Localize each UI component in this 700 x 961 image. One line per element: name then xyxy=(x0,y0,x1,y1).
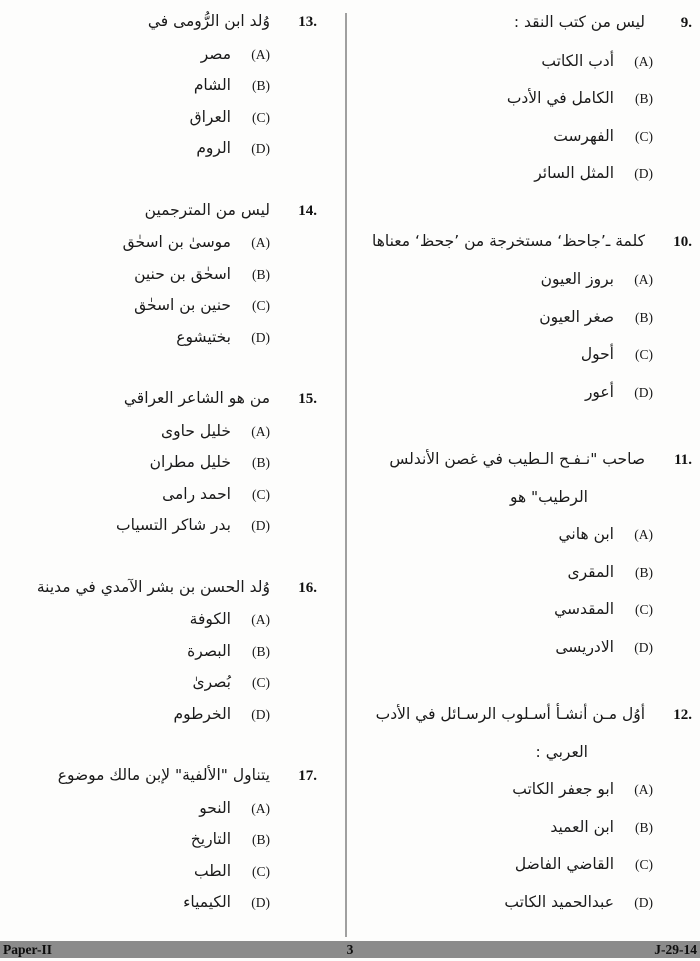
option-letter: (D) xyxy=(251,895,270,910)
question-number: 14. xyxy=(298,202,317,219)
column-questions-9-12 xyxy=(346,0,700,941)
option-text: أعور xyxy=(584,382,614,401)
option-letter: (A) xyxy=(251,612,270,627)
option-text: ابو جعفر الكاتب xyxy=(512,780,614,798)
question-block xyxy=(8,6,317,165)
option-row xyxy=(8,133,270,165)
options-list xyxy=(358,771,692,921)
option-letter: (C) xyxy=(252,109,270,125)
question-text xyxy=(8,195,270,227)
option-row xyxy=(8,887,270,919)
option-letter: (B) xyxy=(635,819,653,835)
option-letter: (A) xyxy=(634,527,653,542)
option-row xyxy=(8,102,270,134)
option-row xyxy=(8,416,270,448)
column-questions-13-17 xyxy=(0,0,346,941)
option-letter: (C) xyxy=(635,602,653,617)
option-row xyxy=(8,447,270,479)
question-text xyxy=(358,223,645,261)
option-text: خليل حاوى xyxy=(161,421,231,440)
option-row xyxy=(8,667,270,699)
option-text: احمد رامى xyxy=(162,484,231,503)
option-row xyxy=(8,824,270,856)
option-letter: (D) xyxy=(634,384,653,400)
option-row xyxy=(8,259,270,291)
question-block xyxy=(358,441,692,666)
question-line: الرطيب" هو xyxy=(509,487,588,506)
question-block xyxy=(358,223,692,412)
option-row xyxy=(8,856,270,888)
option-text: المثل السائر xyxy=(534,164,614,182)
option-letter: (D) xyxy=(634,894,653,910)
option-letter: (B) xyxy=(252,78,270,93)
option-text: اسحٰق بن حنين xyxy=(134,264,231,283)
option-text: بُصرىٰ xyxy=(192,673,231,691)
option-text: النحو xyxy=(199,798,231,817)
question-line: ليس من كتب النقد : xyxy=(513,13,645,31)
option-letter: (A) xyxy=(251,800,270,816)
question-header xyxy=(8,195,317,228)
option-text: الكامل في الأدب xyxy=(506,89,614,107)
option-row xyxy=(8,699,270,731)
option-row xyxy=(358,43,653,81)
question-number: 11. xyxy=(674,452,692,468)
option-row xyxy=(8,70,270,102)
option-row xyxy=(358,591,653,629)
option-text: الكوفة xyxy=(189,610,231,628)
option-row xyxy=(358,554,653,592)
option-row xyxy=(8,604,270,636)
question-line: يتناول "الألفية" لإبن مالك موضوع xyxy=(57,766,270,784)
column-divider xyxy=(345,13,347,937)
option-letter: (C) xyxy=(252,298,270,313)
option-text: الادريسى xyxy=(555,637,614,656)
option-letter: (D) xyxy=(251,329,270,345)
question-text xyxy=(8,572,270,604)
option-text: العراق xyxy=(189,107,231,126)
question-header xyxy=(358,223,692,262)
option-text: البصرة xyxy=(187,641,231,660)
option-letter: (B) xyxy=(635,564,653,580)
option-row xyxy=(358,261,653,299)
option-text: حنين بن اسحٰق xyxy=(134,296,231,314)
question-number: 13. xyxy=(298,14,317,30)
option-row xyxy=(8,636,270,668)
option-letter: (D) xyxy=(634,166,653,181)
question-text xyxy=(8,383,270,415)
option-text: الخرطوم xyxy=(173,704,231,723)
option-letter: (D) xyxy=(251,518,270,533)
option-text: ابن العميد xyxy=(550,817,614,836)
option-row xyxy=(358,336,653,374)
option-text: موسىٰ بن اسحٰق xyxy=(122,233,231,251)
question-text xyxy=(8,760,270,792)
option-row xyxy=(358,299,653,337)
option-letter: (A) xyxy=(251,46,270,62)
question-header xyxy=(8,6,317,39)
option-row xyxy=(8,39,270,71)
question-line: ليس من المترجمين xyxy=(144,200,270,219)
option-row xyxy=(8,290,270,322)
option-row xyxy=(358,771,653,809)
options-list xyxy=(358,516,692,666)
question-number: 10. xyxy=(673,233,692,250)
option-text: المقرى xyxy=(567,562,614,581)
option-row xyxy=(8,227,270,259)
option-letter: (C) xyxy=(252,863,270,879)
option-letter: (B) xyxy=(252,643,270,659)
footer-paper-code: J-29-14 xyxy=(654,942,697,957)
option-row xyxy=(358,629,653,667)
option-letter: (D) xyxy=(251,141,270,156)
option-text: الشام xyxy=(193,76,231,94)
option-text: الطب xyxy=(194,861,231,880)
question-header xyxy=(8,572,317,605)
option-letter: (A) xyxy=(634,272,653,287)
option-letter: (B) xyxy=(635,91,653,106)
option-row xyxy=(358,118,653,156)
option-text: أدب الكاتب xyxy=(541,51,614,70)
option-row xyxy=(8,793,270,825)
question-block xyxy=(8,760,317,919)
option-row xyxy=(358,516,653,554)
question-number: 16. xyxy=(298,579,317,596)
options-list xyxy=(8,39,317,165)
option-letter: (A) xyxy=(634,53,653,69)
option-text: صغر العيون xyxy=(539,307,614,326)
options-list xyxy=(8,793,317,919)
option-letter: (B) xyxy=(252,266,270,282)
option-row xyxy=(358,374,653,412)
option-row xyxy=(358,884,653,922)
question-block xyxy=(8,195,317,354)
question-number: 15. xyxy=(298,391,317,407)
option-text: الكيمياء xyxy=(183,893,231,911)
question-number: 9. xyxy=(680,15,692,31)
question-block xyxy=(358,696,692,921)
option-letter: (A) xyxy=(251,423,270,439)
option-text: خليل مطران xyxy=(149,453,231,471)
footer-bar xyxy=(0,941,700,958)
options-list xyxy=(8,227,317,353)
option-row xyxy=(358,155,653,193)
options-list xyxy=(8,416,317,542)
option-text: المقدسي xyxy=(554,600,614,618)
question-block xyxy=(8,383,317,542)
question-line: وُلد ابن الرُّومى في xyxy=(147,12,270,30)
option-letter: (B) xyxy=(252,455,270,470)
question-header xyxy=(358,441,692,516)
option-text: بدر شاكر التسياب xyxy=(116,516,231,534)
option-text: بختيشوع xyxy=(176,327,231,346)
question-line: وُلد الحسن بن بشر الآمدي في مدينة xyxy=(36,577,270,596)
option-letter: (B) xyxy=(635,309,653,325)
option-letter: (D) xyxy=(251,706,270,722)
question-text xyxy=(358,441,645,516)
option-text: الفهرست xyxy=(553,126,614,145)
question-header xyxy=(358,696,692,771)
option-letter: (D) xyxy=(634,639,653,655)
option-row xyxy=(358,80,653,118)
option-text: مصر xyxy=(200,44,231,63)
options-list xyxy=(8,604,317,730)
option-row xyxy=(8,479,270,511)
option-text: عبدالحميد الكاتب xyxy=(504,892,614,911)
option-letter: (A) xyxy=(251,235,270,250)
option-text: التاريخ xyxy=(190,830,231,848)
option-text: بروز العيون xyxy=(540,270,614,288)
footer-paper-label: Paper-II xyxy=(3,942,52,957)
question-number: 17. xyxy=(298,768,317,784)
question-line: صاحب "نـفـح الـطيب في غصن الأندلس xyxy=(389,450,645,468)
option-letter: (B) xyxy=(252,832,270,847)
option-row xyxy=(8,322,270,354)
option-letter: (C) xyxy=(252,486,270,502)
option-letter: (A) xyxy=(634,782,653,797)
option-row xyxy=(8,510,270,542)
option-text: ابن هاني xyxy=(558,525,614,543)
option-text: أحول xyxy=(580,345,614,363)
option-letter: (C) xyxy=(635,347,653,362)
question-number: 12. xyxy=(673,707,692,723)
question-block xyxy=(8,572,317,731)
question-line: أوُل مـن أنشـأ أسـلوب الرسـائل في الأدب xyxy=(375,705,645,723)
question-text xyxy=(358,696,645,771)
option-letter: (C) xyxy=(635,128,653,144)
option-text: الروم xyxy=(196,139,231,157)
question-line: كلمة ـ’جاحظ‘ مستخرجة من ’جحظ‘ معناها xyxy=(372,231,645,250)
option-letter: (C) xyxy=(635,857,653,872)
options-list xyxy=(358,43,692,193)
question-text xyxy=(358,4,645,42)
options-list xyxy=(358,261,692,411)
question-header xyxy=(8,383,317,416)
footer-page-number: 3 xyxy=(346,942,354,957)
option-row xyxy=(358,846,653,884)
option-row xyxy=(358,809,653,847)
option-text: القاضي الفاضل xyxy=(514,855,614,873)
question-block xyxy=(358,4,692,193)
question-line: العربي : xyxy=(535,742,588,761)
option-letter: (C) xyxy=(252,675,270,690)
question-header xyxy=(8,760,317,793)
question-line: من هو الشاعر العراقي xyxy=(123,389,270,407)
question-header xyxy=(358,4,692,43)
question-text xyxy=(8,6,270,38)
